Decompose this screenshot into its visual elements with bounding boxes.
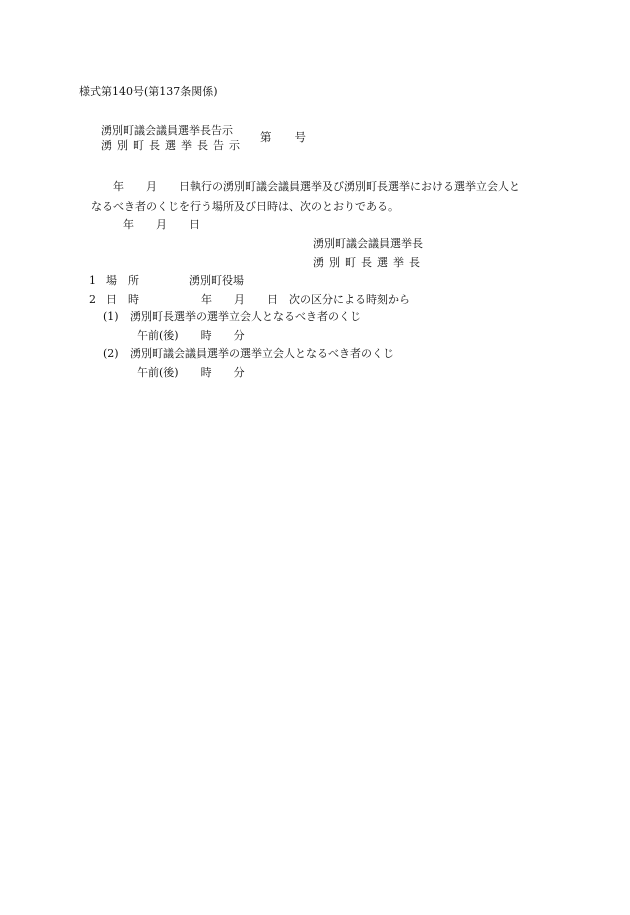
sub-item-time: 午前(後) 時 分 <box>137 329 245 342</box>
notice-title-line-1: 湧別町議会議員選挙長告示 <box>101 124 233 137</box>
sub-item-number: (1) <box>103 310 119 323</box>
item-number: 2 <box>89 293 96 306</box>
sub-item-time: 午前(後) 時 分 <box>137 366 245 379</box>
item-label: 日 時 <box>106 293 139 306</box>
item-value: 年 月 日 次の区分による時刻から <box>179 293 410 306</box>
signatory-line-2: 湧別町長選挙長 <box>313 256 425 269</box>
item-label: 場 所 <box>106 274 139 287</box>
signatory-line-1: 湧別町議会議員選挙長 <box>313 237 423 250</box>
sub-item-text: 湧別町長選挙の選挙立会人となるべき者のくじ <box>130 310 361 323</box>
sub-item-number: (2) <box>103 347 119 360</box>
sub-item-text: 湧別町議会議員選挙の選挙立会人となるべき者のくじ <box>130 347 394 360</box>
body-text-line-1: 年 月 日執行の湧別町議会議員選挙及び湧別町長選挙における選挙立会人と <box>91 180 520 193</box>
item-number: 1 <box>89 274 96 287</box>
notice-title-line-2: 湧別町長選挙長告示 <box>101 139 245 152</box>
notice-date-line: 年 月 日 <box>101 218 200 231</box>
item-value: 湧別町役場 <box>189 274 244 287</box>
notice-number-label: 第 号 <box>260 130 306 144</box>
body-text-line-2: なるべき者のくじを行う場所及び日時は、次のとおりである。 <box>91 200 399 213</box>
form-header: 様式第140号(第137条関係) <box>79 85 218 98</box>
